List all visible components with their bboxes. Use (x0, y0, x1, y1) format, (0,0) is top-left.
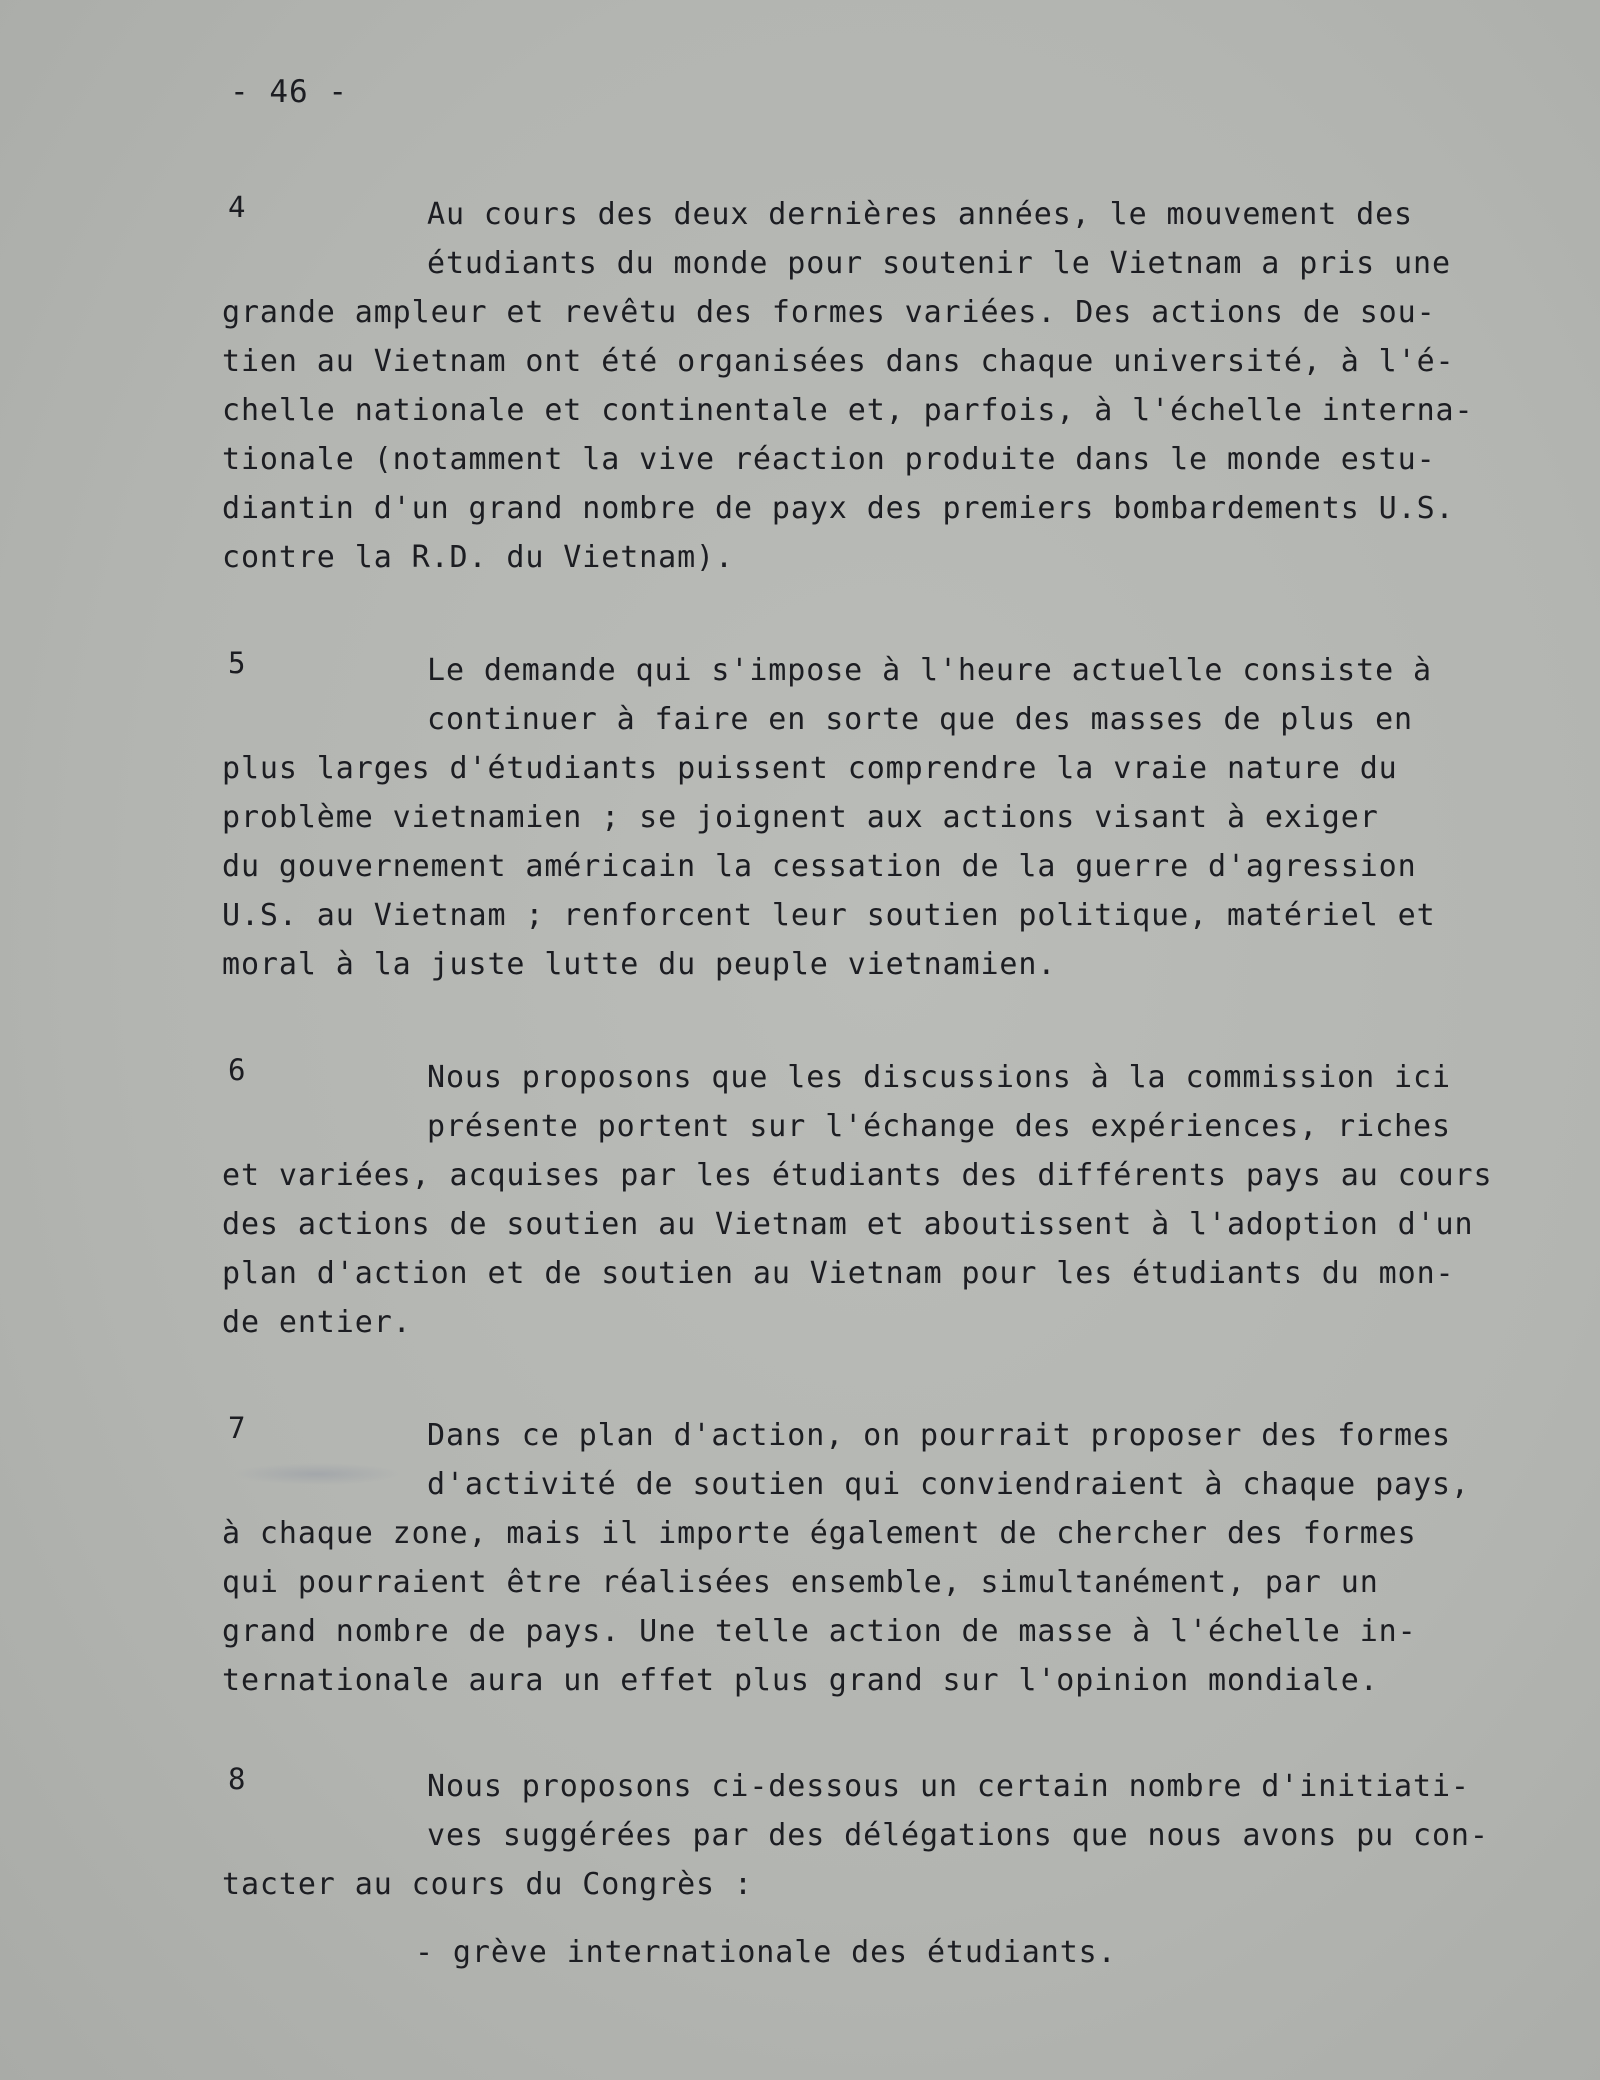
text-line: Dans ce plan d'action, on pourrait proposer des formes (427, 1418, 1451, 1453)
text-line: U.S. au Vietnam ; renforcent leur soutien politique, matériel et (222, 898, 1436, 933)
paragraph-5 (222, 646, 1562, 989)
text-line: étudiants du monde pour soutenir le Vietnam a pris une (427, 246, 1451, 281)
page-number: - 46 - (230, 74, 348, 110)
text-line: qui pourraient être réalisées ensemble, simultanément, par un (222, 1565, 1379, 1600)
smudge-mark (232, 1463, 402, 1485)
text-line: présente portent sur l'échange des expériences, riches (427, 1109, 1451, 1144)
text-line: des actions de soutien au Vietnam et aboutissent à l'adoption d'un (222, 1207, 1474, 1242)
paragraph-7 (222, 1411, 1562, 1705)
text-line: tacter au cours du Congrès : (222, 1867, 753, 1902)
text-line: chelle nationale et continentale et, parfois, à l'échelle interna- (222, 393, 1474, 428)
text-line: et variées, acquises par les étudiants des différents pays au cours (222, 1158, 1493, 1193)
text-line: ternationale aura un effet plus grand sur l'opinion mondiale. (222, 1663, 1379, 1698)
text-line: d'activité de soutien qui conviendraient à chaque pays, (427, 1467, 1470, 1502)
text-line: du gouvernement américain la cessation de la guerre d'agression (222, 849, 1417, 884)
text-line: plan d'action et de soutien au Vietnam pour les étudiants du mon- (222, 1256, 1455, 1291)
paragraph-8 (222, 1762, 1562, 1909)
text-line: problème vietnamien ; se joignent aux actions visant à exiger (222, 800, 1379, 835)
text-line: grand nombre de pays. Une telle action de masse à l'échelle in- (222, 1614, 1417, 1649)
text-line: Au cours des deux dernières années, le mouvement des (427, 197, 1413, 232)
paragraph-number: 8 (228, 1762, 246, 1796)
text-line: continuer à faire en sorte que des masses de plus en (427, 702, 1413, 737)
paragraph-number: 4 (228, 190, 246, 224)
paragraph-number: 6 (228, 1053, 246, 1087)
text-line: plus larges d'étudiants puissent comprendre la vraie nature du (222, 751, 1398, 786)
text-line: grande ampleur et revêtu des formes variées. Des actions de sou- (222, 295, 1436, 330)
text-line: de entier. (222, 1305, 412, 1340)
paragraph-number: 7 (228, 1411, 246, 1445)
text-line: tionale (notamment la vive réaction produite dans le monde estu- (222, 442, 1436, 477)
bullet-item: - grève internationale des étudiants. (415, 1935, 1117, 1970)
text-line: moral à la juste lutte du peuple vietnamien. (222, 947, 1057, 982)
text-line: ves suggérées par des délégations que nous avons pu con- (427, 1818, 1489, 1853)
text-line: diantin d'un grand nombre de payx des premiers bombardements U.S. (222, 491, 1455, 526)
text-line: Nous proposons ci-dessous un certain nombre d'initiati- (427, 1769, 1470, 1804)
paragraph-6 (222, 1053, 1562, 1347)
text-line: tien au Vietnam ont été organisées dans chaque université, à l'é- (222, 344, 1455, 379)
paragraph-4 (222, 190, 1562, 582)
text-line: Le demande qui s'impose à l'heure actuelle consiste à (427, 653, 1432, 688)
text-line: contre la R.D. du Vietnam). (222, 540, 734, 575)
paragraph-number: 5 (228, 646, 246, 680)
text-line: à chaque zone, mais il importe également de chercher des formes (222, 1516, 1417, 1551)
text-line: Nous proposons que les discussions à la commission ici (427, 1060, 1451, 1095)
